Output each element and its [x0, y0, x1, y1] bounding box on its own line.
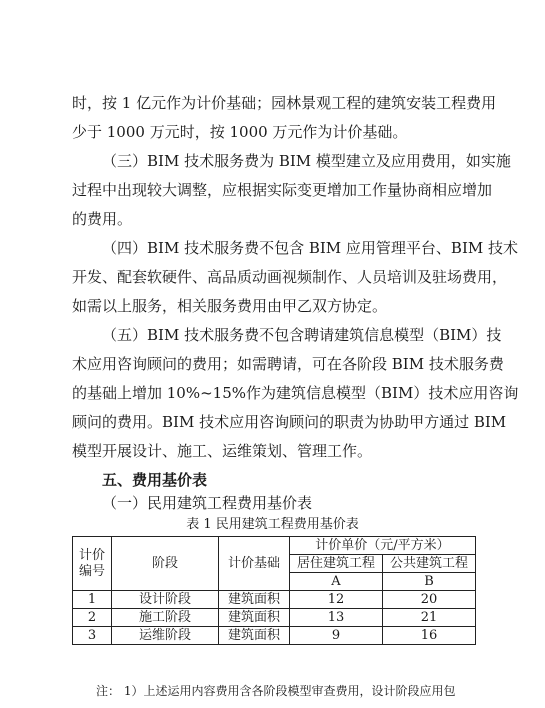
- cell-basis: 建筑面积: [219, 591, 290, 609]
- cell-code: 2: [73, 609, 112, 627]
- cell-basis: 建筑面积: [219, 627, 290, 645]
- header-public: 公共建筑工程: [383, 555, 476, 573]
- paragraph-line: （四）BIM 技术服务费不包含 BIM 应用管理平台、BIM 技术: [102, 239, 518, 257]
- paragraph-line: 过程中出现较大调整，应根据实际变更增加工作量协商相应增加: [72, 181, 493, 199]
- cell-code: 1: [73, 591, 112, 609]
- fee-table: [72, 536, 476, 645]
- header-col-a: A: [290, 573, 383, 591]
- table-caption: 表 1 民用建筑工程费用基价表: [186, 517, 359, 532]
- table-row: [73, 609, 476, 627]
- paragraph-line: 顾问的费用。BIM 技术应用咨询顾问的职责为协助甲方通过 BIM: [72, 413, 507, 431]
- header-col-b: B: [383, 573, 476, 591]
- paragraph-line: 少于 1000 万元时，按 1000 万元作为计价基础。: [72, 123, 408, 141]
- header-code: [73, 537, 112, 591]
- cell-b: 16: [383, 627, 476, 645]
- header-unit-price: 计价单价（元/平方米）: [290, 537, 476, 555]
- paragraph-line: （五）BIM 技术服务费不包含聘请建筑信息模型（BIM）技: [102, 326, 502, 344]
- table-row: [73, 627, 476, 645]
- cell-code: 3: [73, 627, 112, 645]
- header-residential: 居住建筑工程: [290, 555, 383, 573]
- subsection-title: （一）民用建筑工程费用基价表: [102, 494, 313, 512]
- table-row: [73, 591, 476, 609]
- paragraph-line: 模型开展设计、施工、运维策划、管理工作。: [72, 442, 373, 460]
- table-note: 注： 1）上述运用内容费用含各阶段模型审查费用，设计阶段应用包: [96, 684, 456, 698]
- table-header-row: [73, 537, 476, 555]
- paragraph-line: 时，按 1 亿元作为计价基础；园林景观工程的建筑安装工程费用: [72, 94, 497, 112]
- header-basis: 计价基础: [219, 537, 290, 591]
- cell-stage: 运维阶段: [112, 627, 219, 645]
- paragraph-line: 如需以上服务，相关服务费用由甲乙双方协定。: [72, 297, 388, 315]
- paragraph-line: 的基础上增加 10%~15%作为建筑信息模型（BIM）技术应用咨询: [72, 384, 519, 402]
- header-stage: 阶段: [112, 537, 219, 591]
- section-heading: 五、费用基价表: [102, 471, 208, 489]
- cell-b: 20: [383, 591, 476, 609]
- paragraph-line: 的费用。: [72, 210, 133, 228]
- cell-basis: 建筑面积: [219, 609, 290, 627]
- cell-a: 9: [290, 627, 383, 645]
- paragraph-line: （三）BIM 技术服务费为 BIM 模型建立及应用费用，如实施: [102, 152, 511, 170]
- header-code-label: 计价编号: [78, 547, 105, 579]
- paragraph-line: 开发、配套软硬件、高品质动画视频制作、人员培训及驻场费用，: [72, 268, 508, 286]
- cell-b: 21: [383, 609, 476, 627]
- cell-stage: 设计阶段: [112, 591, 219, 609]
- cell-stage: 施工阶段: [112, 609, 219, 627]
- cell-a: 12: [290, 591, 383, 609]
- cell-a: 13: [290, 609, 383, 627]
- paragraph-line: 术应用咨询顾问的费用；如需聘请，可在各阶段 BIM 技术服务费: [72, 355, 504, 373]
